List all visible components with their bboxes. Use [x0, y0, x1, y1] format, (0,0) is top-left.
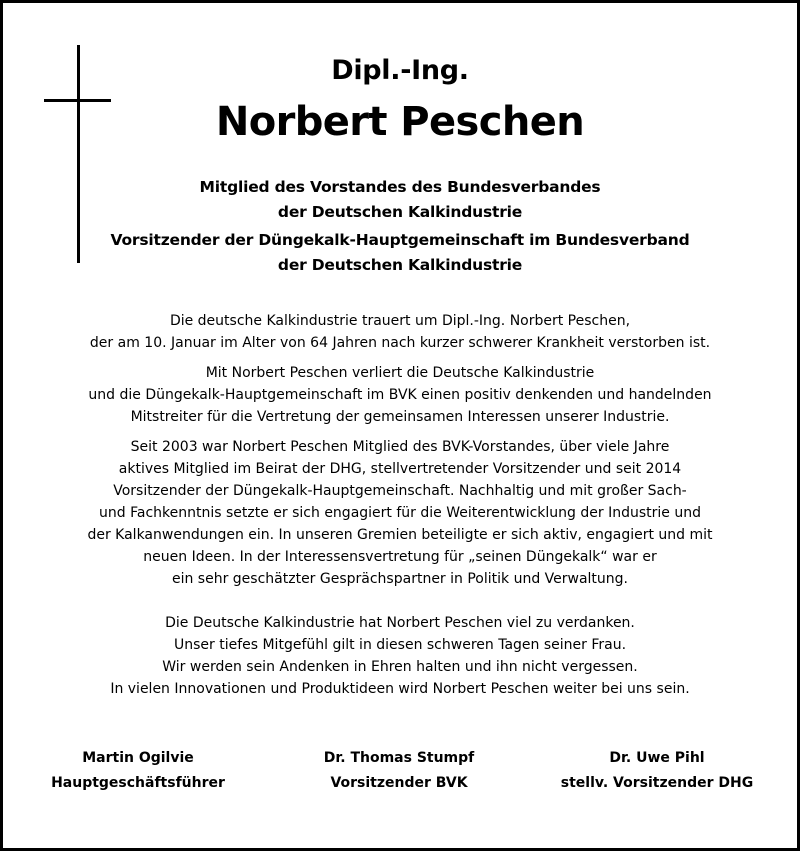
role-line: Vorsitzender der Düngekalk-Hauptgemeinschaft im Bundesverband: [110, 231, 690, 249]
signatory-name: Dr. Uwe Pihl: [609, 750, 705, 766]
text-line: und Fachkenntnis setzte er sich engagiert für die Weiterentwicklung der Industrie und: [99, 505, 701, 521]
signature-block: [286, 746, 512, 796]
signatory-title: Vorsitzender BVK: [330, 775, 468, 791]
paragraph: [3, 362, 797, 428]
text-line: Unser tiefes Mitgefühl gilt in diesen schweren Tagen seiner Frau.: [173, 637, 627, 653]
deceased-name: Norbert Peschen: [215, 99, 585, 145]
roles-block: [3, 175, 797, 278]
paragraph: [3, 310, 797, 354]
text-line: Vorsitzender der Düngekalk-Hauptgemeinschaft. Nachhaltig und mit großer Sach-: [113, 483, 687, 499]
text-line: der am 10. Januar im Alter von 64 Jahren nach kurzer schwerer Krankheit verstorben ist.: [89, 335, 711, 351]
text-line: In vielen Innovationen und Produktideen wird Norbert Peschen weiter bei uns sein.: [110, 681, 690, 697]
signatory-title: Hauptgeschäftsführer: [51, 775, 225, 791]
role-line: der Deutschen Kalkindustrie: [277, 203, 523, 221]
signatory-name: Martin Ogilvie: [82, 750, 194, 766]
text-line: Seit 2003 war Norbert Peschen Mitglied des BVK-Vorstandes, über viele Jahre: [130, 439, 670, 455]
text-line: und die Düngekalk-Hauptgemeinschaft im BVK einen positiv denkenden und handelnden: [88, 387, 712, 403]
text-line: Die deutsche Kalkindustrie trauert um Dipl.-Ing. Norbert Peschen,: [169, 313, 631, 329]
name-prefix: Dipl.-Ing.: [331, 55, 469, 86]
body-text: [3, 310, 797, 708]
paragraph: [3, 436, 797, 590]
text-line: ein sehr geschätzter Gesprächspartner in Politik und Verwaltung.: [171, 571, 629, 587]
role-line: Mitglied des Vorstandes des Bundesverbandes: [199, 178, 601, 196]
text-line: Mit Norbert Peschen verliert die Deutsche Kalkindustrie: [205, 365, 595, 381]
obituary-notice: [3, 3, 797, 848]
signature-block: [25, 746, 251, 796]
text-line: der Kalkanwendungen ein. In unseren Gremien beteiligte er sich aktiv, engagiert und mit: [87, 527, 713, 543]
text-line: Wir werden sein Andenken in Ehren halten und ihn nicht vergessen.: [162, 659, 638, 675]
role-line: der Deutschen Kalkindustrie: [277, 256, 523, 274]
paragraph: [3, 612, 797, 700]
text-line: Mitstreiter für die Vertretung der gemeinsamen Interessen unserer Industrie.: [130, 409, 670, 425]
signature-block: [544, 746, 770, 796]
signatory-name: Dr. Thomas Stumpf: [323, 750, 475, 766]
text-line: aktives Mitglied im Beirat der DHG, stellvertretender Vorsitzender und seit 2014: [118, 461, 682, 477]
signatory-title: stellv. Vorsitzender DHG: [560, 775, 754, 791]
text-line: neuen Ideen. In der Interessensvertretung für „seinen Düngekalk“ war er: [143, 549, 657, 565]
text-line: Die Deutsche Kalkindustrie hat Norbert Peschen viel zu verdanken.: [165, 615, 635, 631]
